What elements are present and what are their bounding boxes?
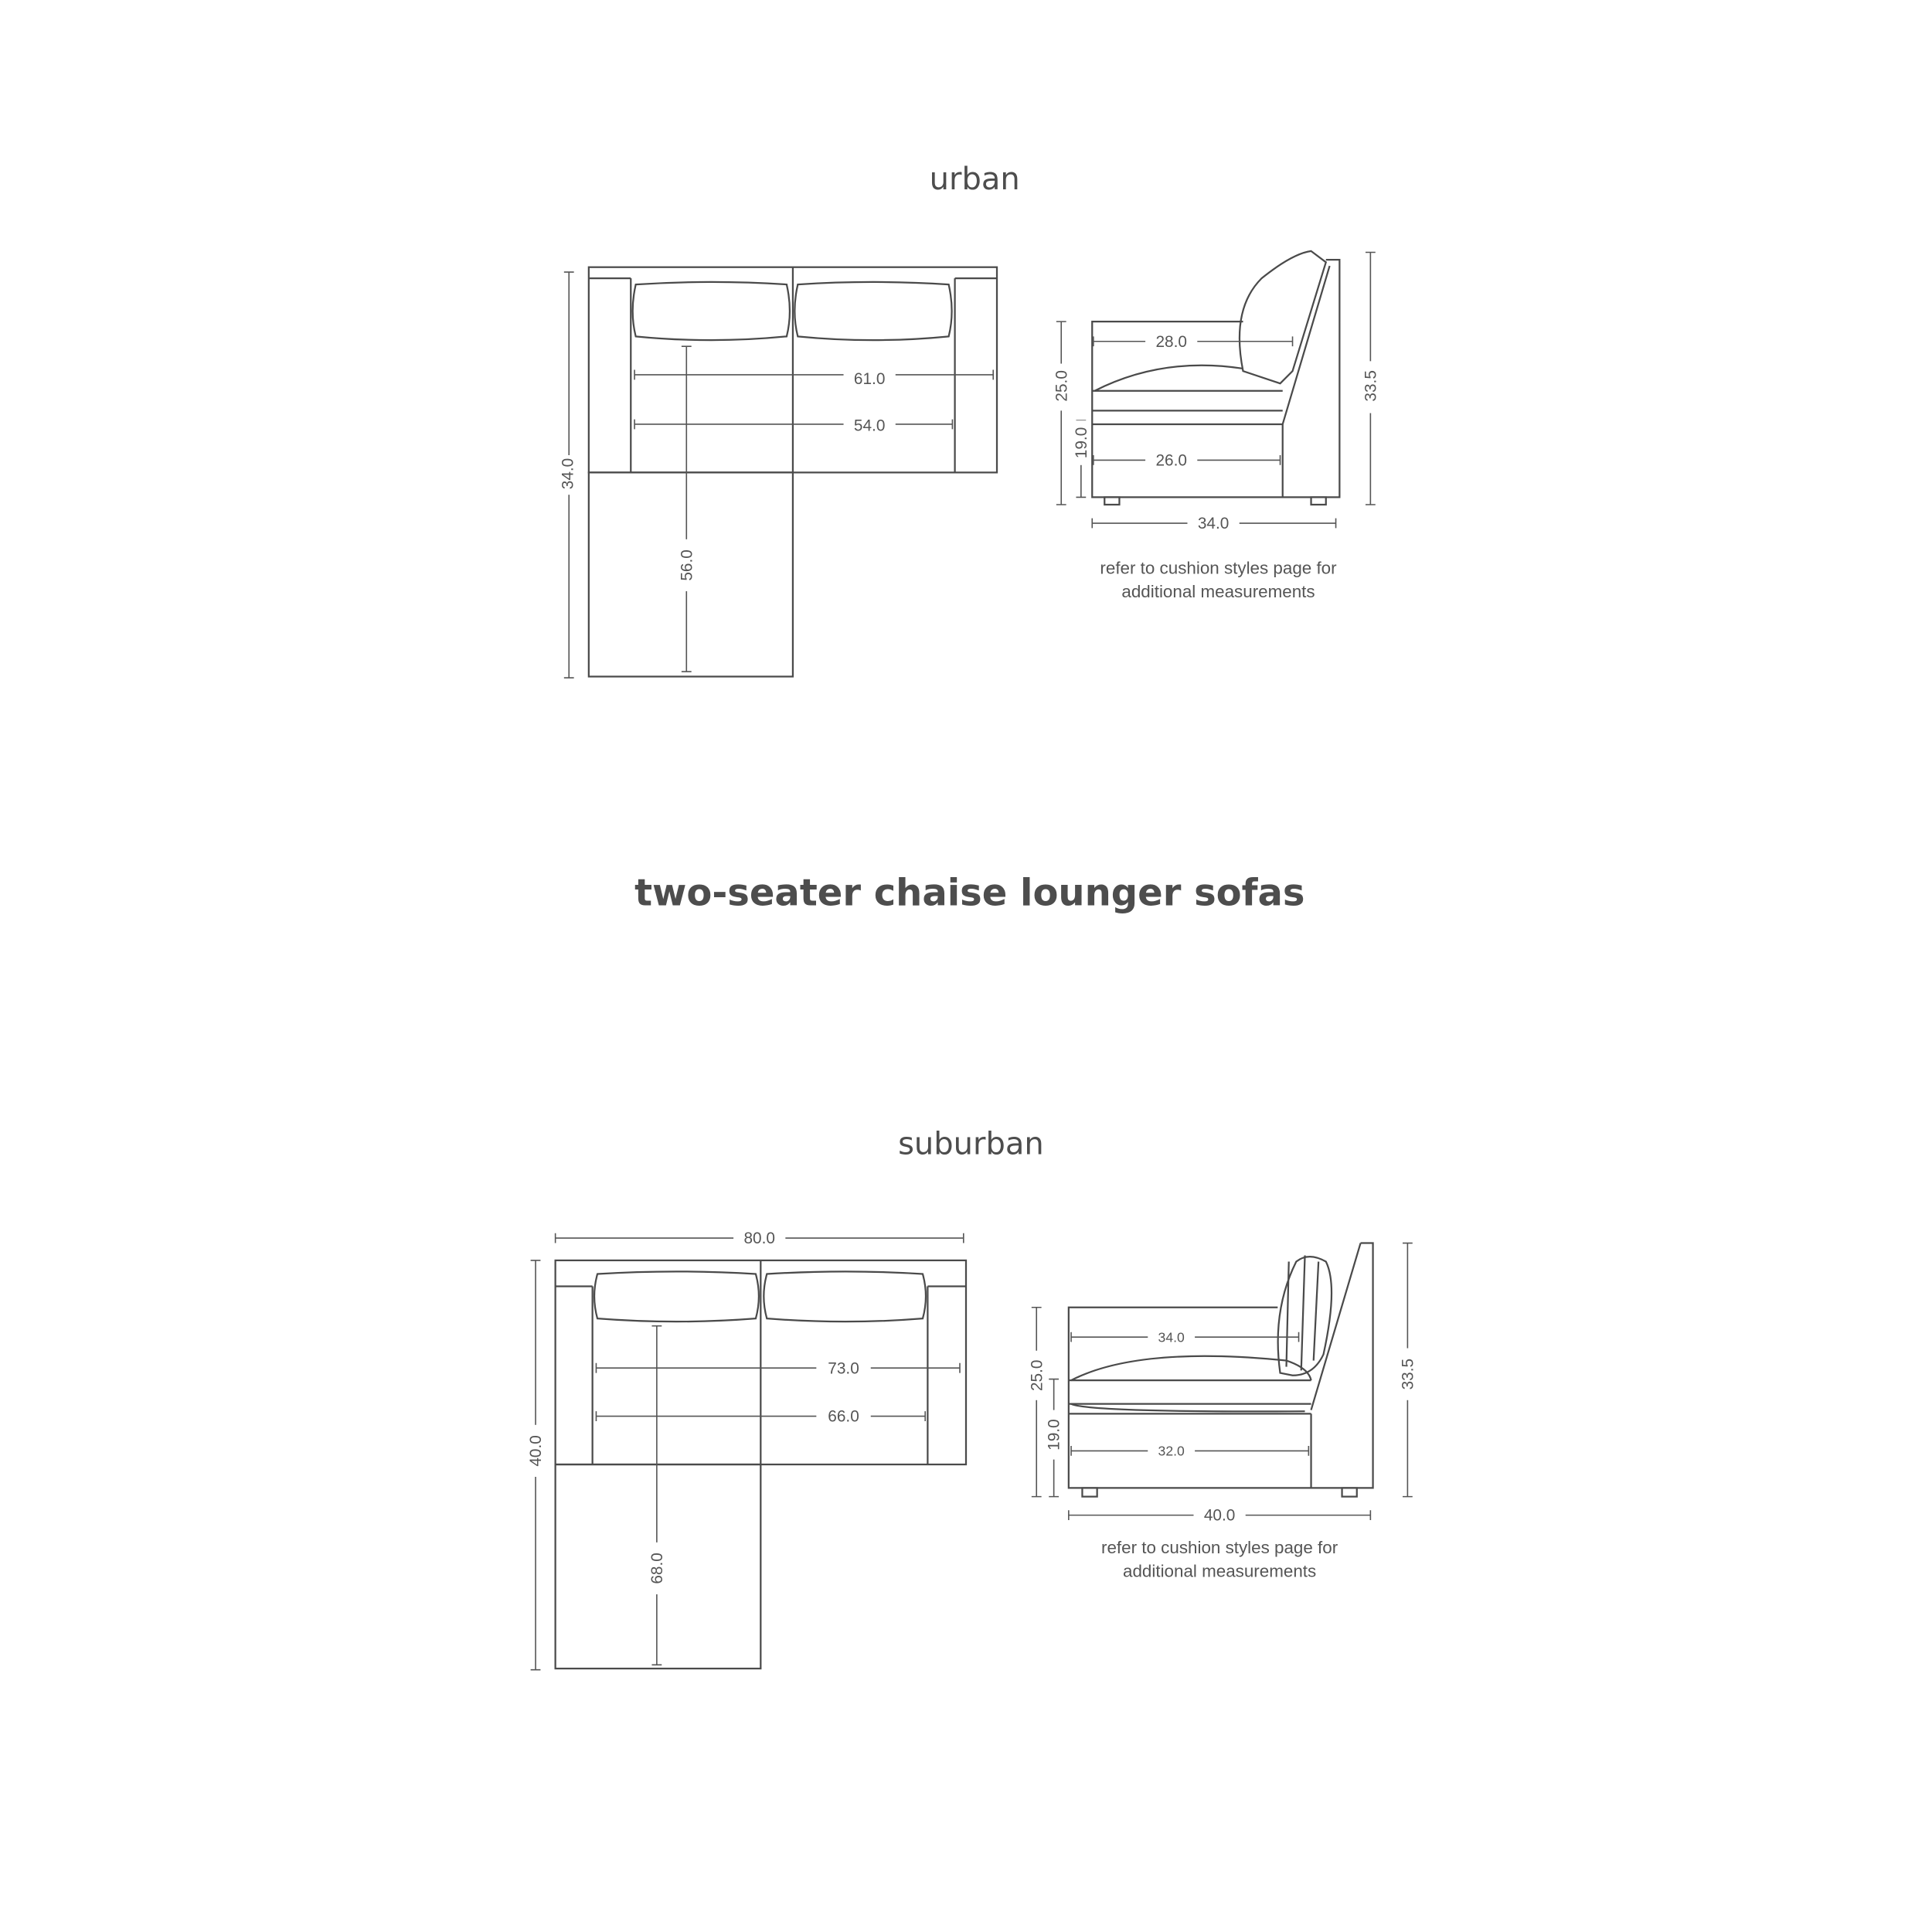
dim-inner-width: 61.0 bbox=[853, 369, 886, 388]
dim-arm-height: 25.0 bbox=[1028, 1359, 1046, 1392]
dim-seat-width: 54.0 bbox=[853, 417, 886, 435]
dim-seat-height: 19.0 bbox=[1072, 427, 1090, 459]
note-line-1: refer to cushion styles page for bbox=[1100, 558, 1337, 578]
note-line-1: refer to cushion styles page for bbox=[1101, 1538, 1338, 1558]
back-cushion-right bbox=[764, 1271, 926, 1321]
suburban-side-view bbox=[1026, 1243, 1417, 1581]
dim-overall-height: 33.5 bbox=[1362, 370, 1380, 402]
dim-seat-height: 19.0 bbox=[1045, 1419, 1063, 1451]
dim-overall-depth: 34.0 bbox=[1197, 515, 1230, 533]
dim-overall-height: 33.5 bbox=[1399, 1358, 1417, 1390]
dim-chaise-length: 68.0 bbox=[648, 1553, 666, 1584]
dim-inner-width: 73.0 bbox=[828, 1359, 859, 1378]
dim-seat-depth: 28.0 bbox=[1155, 332, 1187, 351]
suburban-heading: suburban bbox=[898, 1126, 1044, 1162]
urban-heading: urban bbox=[929, 161, 1020, 197]
dim-overall-depth: 40.0 bbox=[1203, 1506, 1236, 1525]
dim-depth: 40.0 bbox=[527, 1435, 546, 1467]
dim-chaise-length: 56.0 bbox=[678, 549, 696, 581]
dim-seat-depth: 34.0 bbox=[1158, 1329, 1185, 1345]
page-title: two-seater chaise lounger sofas bbox=[634, 871, 1305, 915]
dim-base-depth: 32.0 bbox=[1158, 1443, 1185, 1459]
dim-depth: 34.0 bbox=[559, 457, 577, 490]
dim-seat-width: 66.0 bbox=[828, 1407, 859, 1426]
dim-overall-width: 80.0 bbox=[743, 1230, 775, 1248]
back-cushion-left bbox=[633, 282, 790, 340]
note-line-2: additional measurements bbox=[1123, 1561, 1317, 1581]
urban-side-view bbox=[1051, 251, 1380, 601]
note-line-2: additional measurements bbox=[1121, 582, 1315, 602]
back-cushion-right bbox=[794, 282, 951, 340]
back-pillow bbox=[1240, 251, 1326, 383]
back-cushion-left bbox=[594, 1271, 759, 1321]
urban-top-view bbox=[556, 267, 997, 678]
dim-base-depth: 26.0 bbox=[1155, 451, 1187, 470]
suburban-top-view bbox=[523, 1228, 966, 1669]
dim-arm-height: 25.0 bbox=[1053, 370, 1071, 402]
